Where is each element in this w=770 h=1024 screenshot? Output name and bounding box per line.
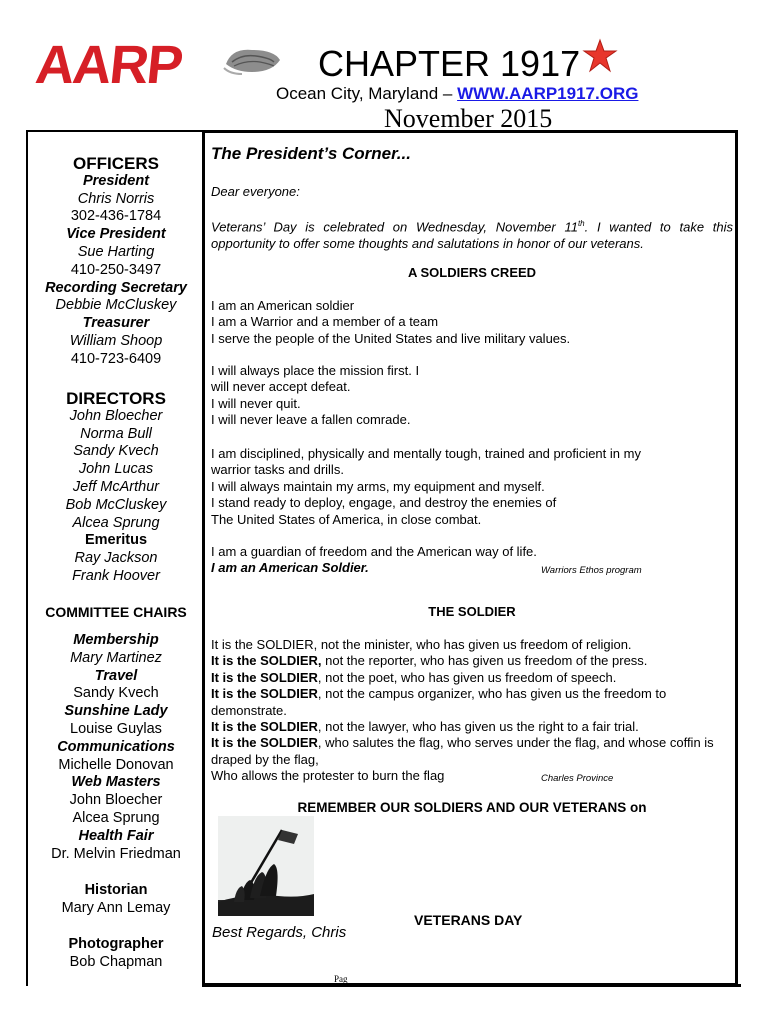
- creed-closing: I am an American Soldier.: [211, 560, 369, 575]
- director-name: Alcea Sprung: [72, 514, 160, 531]
- soldier-line: [211, 719, 733, 735]
- committee-name: Louise Guylas: [70, 720, 162, 737]
- creed-line-guardian: I am a guardian of freedom and the American way of life.: [211, 544, 537, 559]
- committee-list: [28, 632, 204, 863]
- website-link[interactable]: WWW.AARP1917.ORG: [457, 84, 639, 103]
- officer-name: Sue Harting: [77, 243, 155, 260]
- historian-heading: Historian: [84, 882, 148, 898]
- location-text: Ocean City, Maryland –: [276, 84, 458, 103]
- creed-line: I will never quit.: [211, 395, 301, 411]
- soldier-bold: It is the SOLDIER: [211, 719, 318, 735]
- historian-name: Mary Ann Lemay: [61, 899, 171, 916]
- officer-role: President: [82, 172, 150, 189]
- committee-name: John Bloecher: [69, 792, 163, 809]
- aarp-logo: AARP: [32, 35, 185, 95]
- soldier-line: [211, 670, 733, 686]
- officer-phone: 410-723-6409: [70, 350, 162, 367]
- creed-line: I am an American soldier: [211, 298, 355, 313]
- creed-credit: Warriors Ethos program: [541, 565, 642, 576]
- creed-title: A SOLDIERS CREED: [407, 265, 537, 280]
- page-label: Pag: [334, 974, 348, 984]
- remember-line: REMEMBER OUR SOLDIERS AND OUR VETERANS on: [297, 800, 647, 815]
- officer-phone: 410-250-3497: [70, 261, 162, 278]
- committee-role: Health Fair: [78, 827, 154, 844]
- director-name: John Bloecher: [69, 407, 163, 424]
- creed-stanza-3: [211, 446, 733, 528]
- creed-closing-row: [211, 560, 733, 576]
- veterans-day: VETERANS DAY: [414, 912, 523, 928]
- creed-line: I am a Warrior and a member of a team: [211, 314, 439, 330]
- officer-name: Debbie McCluskey: [55, 297, 177, 314]
- soldier-line: [211, 686, 733, 719]
- intro-text-a: Veterans’ Day is celebrated on Wednesday, November 11: [211, 219, 578, 235]
- soldier-last-line: Who allows the protester to burn the flag: [211, 768, 445, 783]
- emeritus-name: Ray Jackson: [74, 550, 158, 567]
- creed-stanza-2: [211, 363, 733, 429]
- creed-line: The United States of America, in close combat.: [211, 511, 482, 527]
- creed-line: I serve the people of the United States and live military values.: [211, 330, 571, 346]
- soldier-rest: , not the poet, who has given us freedom of speech.: [317, 669, 617, 685]
- soldier-bold: It is the SOLDIER,: [211, 653, 322, 669]
- director-name: John Lucas: [78, 461, 154, 478]
- director-name: Bob McCluskey: [65, 496, 167, 513]
- creed-line: warrior tasks and drills.: [211, 462, 344, 478]
- creed-line: I will never leave a fallen comrade.: [211, 412, 411, 428]
- committee-name: Alcea Sprung: [72, 809, 160, 826]
- director-name: Sandy Kvech: [73, 443, 159, 460]
- soldier-credit: Charles Province: [541, 773, 614, 784]
- soldier-line: [211, 735, 733, 768]
- presidents-corner-title: The President’s Corner...: [211, 144, 411, 163]
- committee-role: Sunshine Lady: [64, 703, 168, 720]
- greeting: Dear everyone:: [211, 184, 300, 199]
- officer-name: Chris Norris: [77, 190, 155, 207]
- committee-role: Communications: [57, 738, 175, 755]
- committee-role: Web Masters: [71, 774, 161, 791]
- officer-phone: 302-436-1784: [70, 208, 162, 225]
- committee-section: [28, 604, 204, 622]
- committee-name: Mary Martinez: [70, 649, 162, 666]
- iwo-jima-flag-raising-photo: [218, 816, 314, 916]
- director-name: Norma Bull: [80, 425, 152, 442]
- intro-text-b: . I wanted to take this opportunity to offer some thoughts and salutations in honor of our veterans.: [211, 219, 733, 251]
- officers-section: [28, 155, 204, 369]
- creed-line: I stand ready to deploy, engage, and destroy the enemies of: [211, 495, 557, 511]
- soldier-bold: It is the SOLDIER: [211, 686, 318, 702]
- soldier-rest: , who salutes the flag, who serves under the flag, and whose coffin is draped by the flag,: [211, 735, 714, 767]
- creed-line: I will always place the mission first. I: [211, 363, 420, 378]
- conch-shell-icon: [222, 44, 284, 78]
- soldier-rest: , not the campus organizer, who has given us the freedom to demonstrate.: [211, 686, 667, 718]
- committee-role: Travel: [94, 667, 138, 684]
- signoff: Best Regards, Chris: [212, 924, 347, 941]
- photographer-heading: Photographer: [68, 936, 164, 952]
- officer-role: Recording Secretary: [45, 279, 187, 296]
- soldier-title: THE SOLDIER: [428, 604, 516, 619]
- soldier-last-row: [211, 768, 733, 784]
- directors-heading: DIRECTORS: [66, 389, 166, 408]
- committee-name: Michelle Donovan: [58, 756, 174, 773]
- soldier-bold: It is the SOLDIER: [211, 735, 318, 751]
- soldier-bold: It is the SOLDIER: [211, 669, 318, 685]
- location-line: [276, 84, 638, 104]
- soldier-line: [211, 653, 733, 669]
- director-name: Jeff McArthur: [72, 478, 160, 495]
- officer-name: William Shoop: [69, 332, 163, 349]
- chapter-title: CHAPTER 1917: [318, 43, 581, 84]
- committee-name: Sandy Kvech: [73, 685, 159, 702]
- main-frame-shadow: [202, 984, 741, 987]
- soldier-line: It is the SOLDIER, not the minister, who has given us freedom of religion.: [211, 637, 632, 652]
- officers-heading: OFFICERS: [73, 154, 159, 173]
- officer-role: Vice President: [66, 226, 166, 243]
- officer-role: Treasurer: [82, 315, 150, 332]
- soldier-poem: [211, 637, 733, 768]
- committee-heading: COMMITTEE CHAIRS: [45, 604, 187, 620]
- directors-section: [28, 390, 204, 586]
- historian-section: [28, 882, 204, 918]
- intro-sup: th: [577, 219, 585, 228]
- committee-name: Dr. Melvin Friedman: [51, 845, 181, 862]
- photographer-section: [28, 936, 204, 972]
- intro-paragraph: [211, 216, 733, 252]
- creed-line: I am disciplined, physically and mentally tough, trained and proficient in my: [211, 446, 641, 461]
- photographer-name: Bob Chapman: [69, 953, 163, 970]
- creed-line: will never accept defeat.: [211, 379, 351, 395]
- creed-stanza-1: [211, 298, 733, 347]
- soldier-rest: , not the lawyer, who has given us the right to a fair trial.: [317, 719, 639, 735]
- committee-role: Membership: [73, 632, 159, 648]
- issue-month: November 2015: [384, 104, 553, 133]
- soldier-rest: not the reporter, who has given us freedom of the press.: [321, 653, 648, 669]
- emeritus-name: Frank Hoover: [72, 567, 160, 584]
- creed-line: I will always maintain my arms, my equipment and myself.: [211, 478, 545, 494]
- emeritus-heading: Emeritus: [84, 532, 148, 549]
- starfish-icon: [582, 38, 618, 74]
